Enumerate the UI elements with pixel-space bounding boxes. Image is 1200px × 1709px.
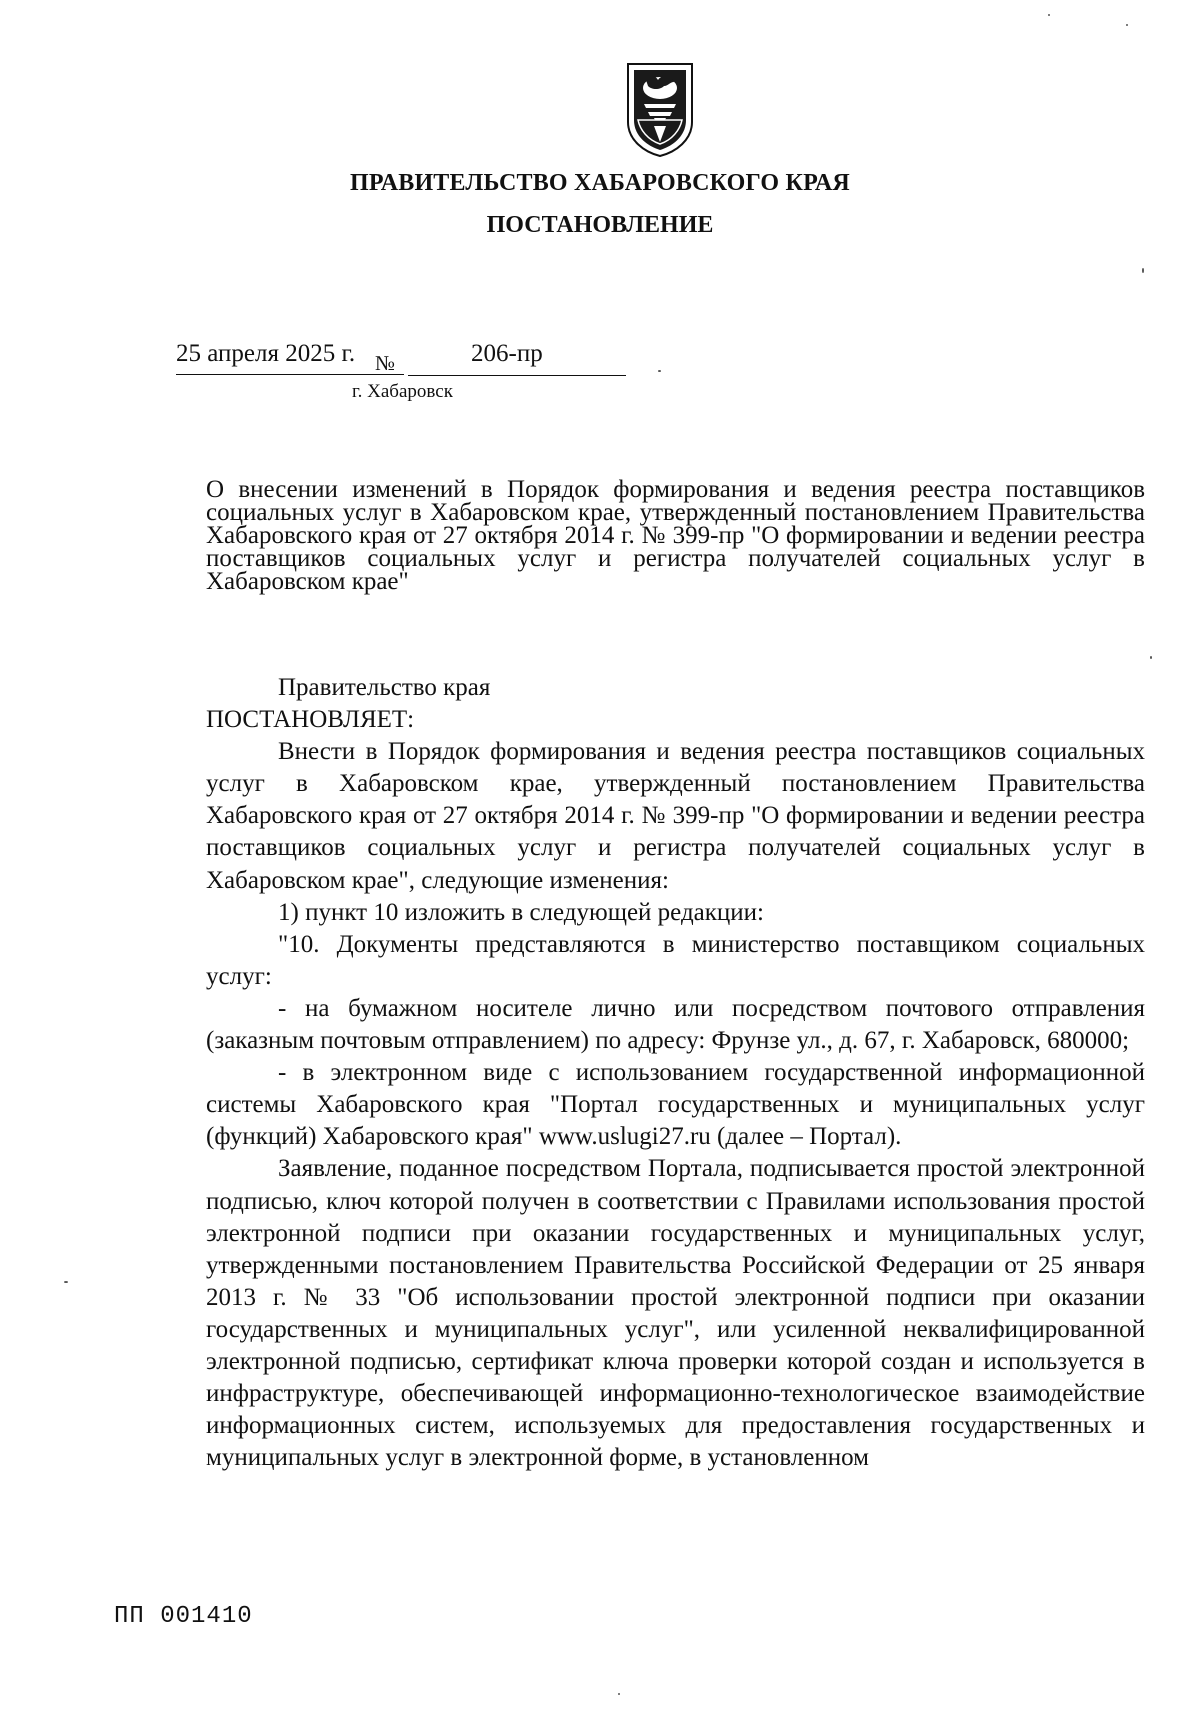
document-subject: О внесении изменений в Порядок формирования и ведения реестра поставщиков социальных услуг в Хабаровском крае, утвержденный постановлением Правительства Хабаровского края от 27 октября 2014 г. № 399-пр "О формировании и ведении реестра поставщиков социальных услуг и регистра получателей социальных услуг в Хабаровском крае"	[206, 476, 1145, 595]
document-number: 206-пр	[471, 340, 543, 367]
form-code: ПП 001410	[114, 1603, 253, 1630]
scan-speck	[1048, 14, 1050, 16]
scan-speck	[1142, 268, 1144, 273]
scan-speck	[64, 1281, 68, 1283]
document-body	[206, 672, 1145, 1474]
body-paragraph: - в электронном виде с использованием государственной информационной системы Хабаровского края "Портал государственных и муниципальных услуг (функций) Хабаровского края" www.uslugi27.ru (далее – Портал).	[206, 1059, 1145, 1151]
number-underline	[408, 375, 626, 376]
body-resolves: ПОСТАНОВЛЯЕТ:	[206, 706, 415, 734]
document-type: ПОСТАНОВЛЕНИЕ	[486, 212, 714, 238]
date-underline	[176, 374, 404, 375]
body-paragraph: 1) пункт 10 изложить в следующей редакции:	[278, 898, 764, 926]
number-sign: №	[375, 351, 396, 375]
body-intro: Правительство края	[278, 674, 491, 701]
scan-speck	[1126, 24, 1128, 26]
body-paragraph: "10. Документы представляются в министерство поставщиком социальных услуг:	[206, 930, 1145, 990]
coat-of-arms-icon	[624, 60, 696, 158]
body-paragraph: - на бумажном носителе лично или посредством почтового отправления (заказным почтовым отправлением) по адресу: Фрунзе ул., д. 67, г. Хабаровск, 680000;	[206, 994, 1145, 1055]
government-title: ПРАВИТЕЛЬСТВО ХАБАРОВСКОГО КРАЯ	[350, 170, 850, 196]
scan-speck	[618, 1693, 620, 1695]
scan-speck	[658, 370, 661, 372]
document-city: г. Хабаровск	[352, 381, 453, 402]
date-text: 25 апреля 2025 г.	[176, 340, 356, 367]
body-paragraph: Внести в Порядок формирования и ведения реестра поставщиков социальных услуг в Хабаровском крае, утвержденный постановлением Правительства Хабаровского края от 27 октября 2014 г. № 399-пр "О формировании и ведении реестра поставщиков социальных услуг и регистра получателей социальных услуг в Хабаровском крае", следующие изменения:	[206, 738, 1145, 894]
body-paragraph: Заявление, поданное посредством Портала, подписывается простой электронной подписью, ключ которой получен в соответствии с Правилами использования простой электронной подписи при оказании государственных и муниципальных услуг, утвержденными постановлением Правительства Российской Федерации от 25 января 2013 г. № 33 "Об использовании простой электронной подписи при оказании государственных и муниципальных услуг", или усиленной неквалифицированной электронной подписью, сертификат ключа проверки которой создан и используется в инфраструктуре, обеспечивающей информационно-технологическое взаимодействие информационных систем, используемых для предоставления государственных и муниципальных услуг в электронной форме, в установленном	[206, 1155, 1145, 1472]
document-date	[176, 340, 355, 368]
scan-speck	[1150, 656, 1152, 659]
